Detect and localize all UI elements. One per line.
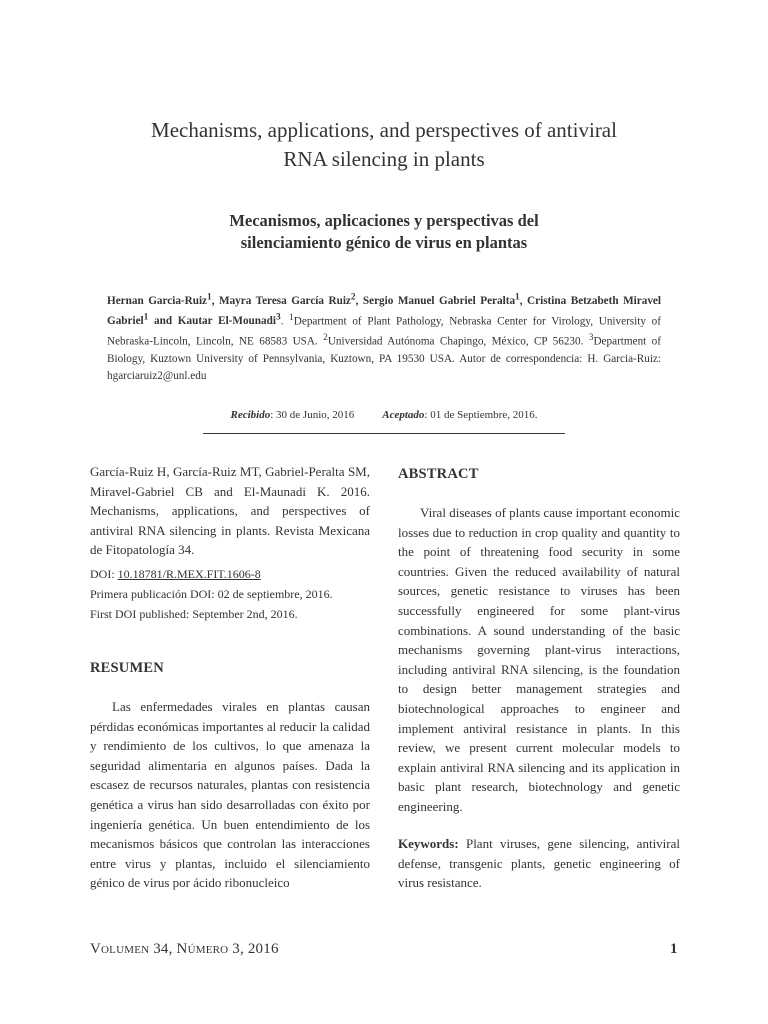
affiliation-1: Department of Plant Pathology, Nebraska Center for Virology, University of Nebraska-Lincoln, Lincoln, NE 68583 USA.	[107, 315, 661, 349]
affiliation-3: Department of Biology, Kuztown University of Pennsylvania, Kuztown, PA 19530 USA. Autor de correspondencia: H. Garcia-Ruiz: hgarciaruiz2@unl.edu	[107, 336, 661, 383]
resumen-heading: RESUMEN	[90, 660, 164, 676]
received-date: : 30 de Junio, 2016	[270, 409, 355, 421]
citation: García-Ruiz H, García-Ruiz MT, Gabriel-Peralta SM, Miravel-Gabriel CB and El-Maunadi K. 2016. Mechanisms, applications, and perspectives of antiviral RNA silencing in plants. Revista Mexicana de Fitopatología 34.	[90, 464, 370, 557]
page-number: 1	[670, 941, 678, 957]
resumen-text: Las enfermedades virales en plantas causan pérdidas económicas importantes al reducir la calidad y rendimiento de los cultivos, lo que amenaza la seguridad alimentaria en algunos países. Dada la escasez de recursos naturales, plantas con resistencia genética a virus han sido desarrolladas con éxito por ingeniería genética. Un buen entendimiento de los mecanismos básicos que controlan las interacciones entre virus y plantas, incluido el silenciamiento génico de virus por ácido ribonucleico	[90, 699, 370, 891]
article-title	[0, 116, 768, 174]
first-publication-es: Primera publicación DOI: 02 de septiembre, 2016.	[90, 587, 333, 601]
accepted-date: : 01 de Septiembre, 2016.	[424, 409, 538, 421]
journal-volume: Volumen 34, Número 3, 2016	[90, 941, 279, 957]
article-subtitle	[0, 210, 768, 254]
affiliation-2: Universidad Autónoma Chapingo, México, CP 56230.	[327, 336, 584, 349]
divider-rule	[203, 433, 565, 434]
keywords-text: Plant viruses, gene silencing, antiviral defense, transgenic plants, genetic engineering of virus resistance.	[398, 836, 680, 891]
accepted-label: Aceptado	[382, 409, 425, 421]
authors-affiliations: Hernan Garcia-Ruiz$^1$, Mayra Teresa García Ruiz$^2$, Sergio Manuel Gabriel Peralta$^1$, Cristina Betzabeth Miravel Gabriel$^1$ and Kautar El-Mounadi$^3$. $^1$Department of Plant Pathology, Nebraska Center for Virology, University of Nebraska-Lincoln, Lincoln, NE 68583 USA. $^2$Universidad Autónoma Chapingo, México, CP 56230. $^3$Department of Biology, Kuztown University of Pennsylvania, Kuztown, PA 19530 USA. Autor de correspondencia: H. Garcia-Ruiz: hgarciaruiz2@unl.edu	[107, 292, 661, 383]
dates-line	[0, 409, 768, 421]
first-publication-en: First DOI published: September 2nd, 2016.	[90, 607, 298, 621]
subtitle-line-2: silenciamiento génico de virus en plantas	[240, 233, 528, 252]
received-label: Recibido	[230, 409, 271, 421]
doi-link[interactable]: 10.18781/R.MEX.FIT.1606-8	[117, 567, 261, 581]
abstract-text: Viral diseases of plants cause important economic losses due to reduction in crop quality and quantity to the point of threatening food security in some countries. Given the reduced availability of natural sources, genetic resistance to viruses has been successfully engineered for some plant-virus combinations. A sound understanding of the basic mechanisms governing plant-virus interactions, including antiviral RNA silencing, is the foundation to design better management strategies and biotechnological approaches to engineer and implement antiviral resistance in plants. In this review, we present current molecular models to explain antiviral RNA silencing and its application in basic plant research, biotechnology and genetic engineering.	[398, 505, 680, 814]
keywords-label: Keywords:	[398, 836, 459, 851]
keywords	[398, 834, 680, 893]
doi-block: DOI: 10.18781/R.MEX.FIT.1606-8 Primera publicación DOI: 02 de septiembre, 2016. First DOI published: September 2nd, 2016.	[90, 564, 370, 624]
subtitle-line-1: Mecanismos, aplicaciones y perspectivas del	[229, 211, 539, 230]
abstract-heading: ABSTRACT	[398, 466, 479, 482]
author-names: Hernan Garcia-Ruiz$^1$, Mayra Teresa García Ruiz$^2$, Sergio Manuel Gabriel Peralta$^1$, Cristina Betzabeth Miravel Gabriel$^1$ and Kautar El-Mounadi$^3$	[107, 292, 661, 328]
title-line-1: Mechanisms, applications, and perspectives of antiviral	[151, 118, 617, 142]
title-line-2: RNA silencing in plants	[283, 147, 485, 171]
